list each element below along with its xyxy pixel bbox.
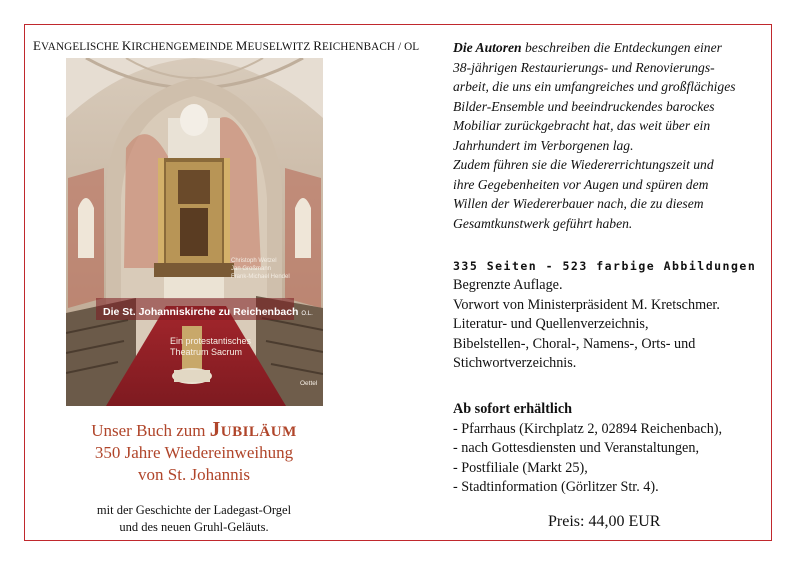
history-note: mit der Geschichte der Ladegast-Orgel und des neuen Gruhl-Geläuts. bbox=[96, 503, 292, 534]
jubilee-word: Jubiläum bbox=[209, 417, 297, 441]
left-column bbox=[25, 25, 425, 540]
list-item: - nach Gottesdiensten und Veranstaltungen, bbox=[453, 440, 699, 456]
list-item: - Pfarrhaus (Kirchplatz 2, 02894 Reichenbach), bbox=[453, 420, 723, 437]
price: Preis: 44,00 EUR bbox=[548, 513, 661, 530]
cover-title: Die St. Johanniskirche zu Reichenbach O.L. bbox=[103, 306, 313, 318]
list-item: - Stadtinformation (Görlitzer Str. 4). bbox=[453, 479, 659, 495]
right-column bbox=[453, 25, 783, 540]
cover-subtitle: Ein protestantisches Theatrum Sacrum bbox=[170, 336, 252, 357]
book-specs: 335 Seiten - 523 farbige Abbildungen bbox=[453, 259, 757, 273]
list-item: - Postfiliale (Markt 25), bbox=[453, 459, 588, 476]
book-cover-image bbox=[66, 58, 323, 406]
jubilee-heading: Unser Buch zum Jubiläum 350 Jahre Wiedereinweihung von St. Johannis bbox=[91, 417, 297, 484]
book-description: Die Autoren beschreiben die Entdeckungen einer 38-jährigen Restaurierungs- und Renovierungs- arbeit, die uns ein umfangreiches und großflächiges Bilder-Ensemble und beeindruckendes barockes Mobiliar zurückgebracht hat, das weit über ein Jahrhundert im Verborgenen lag. Zudem führen sie die Wiedererrichtungszeit und ihre Gegebenheiten vor Augen und spüren dem Willen der Wiedererbauer nach, die zu diesem Gesamtkunstwerk geführt haben. bbox=[453, 40, 736, 231]
flyer-frame bbox=[24, 24, 772, 541]
book-facts: Begrenzte Auflage. Vorwort von Ministerpräsident M. Kretschmer. Literatur- und Quellenverzeichnis, Bibelstellen-, Choral-, Namens-, Orts- und Stichwortverzeichnis. bbox=[453, 277, 720, 371]
cover-authors: Christoph Wetzel Jan Großmann Frank-Michael Hendel bbox=[231, 258, 290, 280]
availability-heading: Ab sofort erhältlich bbox=[453, 401, 573, 417]
cover-publisher: Oettel bbox=[300, 380, 318, 387]
parish-name: EVANGELISCHE KIRCHENGEMEINDE MEUSELWITZ REICHENBACH / OL bbox=[33, 38, 420, 53]
availability-list bbox=[453, 400, 793, 498]
